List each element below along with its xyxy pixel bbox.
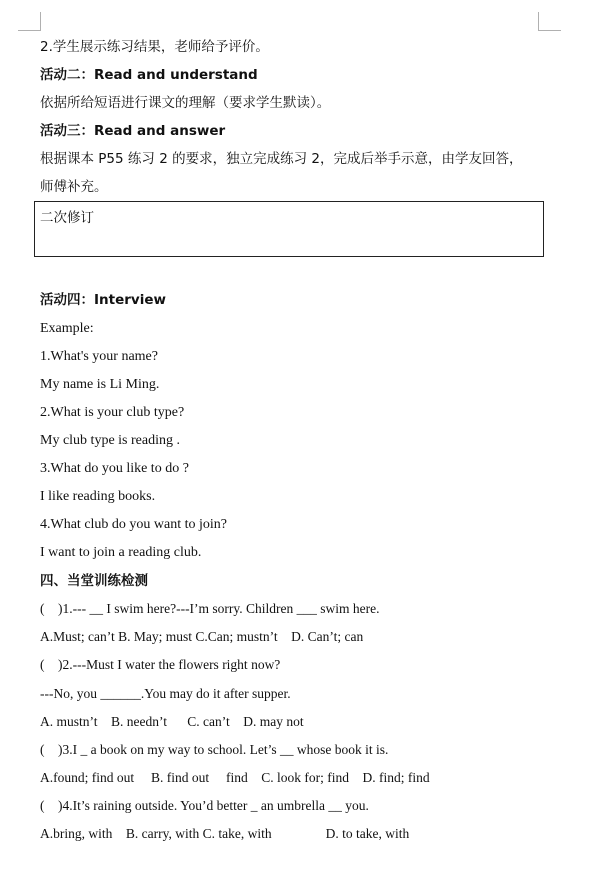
interview-question-4: 4.What club do you want to join? xyxy=(40,517,228,532)
activity-3-heading: 活动三：Read and answer xyxy=(40,123,226,139)
interview-answer-2: My club type is reading . xyxy=(40,433,180,448)
page-corner-mark-top-right xyxy=(538,12,561,31)
interview-answer-1: My name is Li Ming. xyxy=(40,377,160,392)
exercise-2-dialogue: ---No, you ______.You may do it after supper. xyxy=(40,686,291,701)
exercise-3-question: ( )3.I _ a book on my way to school. Let’s __ whose book it is. xyxy=(40,742,389,757)
interview-question-3: 3.What do you like to do ? xyxy=(40,461,189,476)
exercise-4-question: ( )4.It’s raining outside. You’d better _ an umbrella __ you. xyxy=(40,798,369,813)
page-corner-mark-top-left xyxy=(18,12,41,31)
interview-question-1: 1.What's your name? xyxy=(40,349,158,364)
interview-question-2: 2.What is your club type? xyxy=(40,405,185,420)
exercise-1-options: A.Must; can’t B. May; must C.Can; mustn’t D. Can’t; can xyxy=(40,629,364,644)
exercise-1-question: ( )1.--- __ I swim here?---I’m sorry. Children ___ swim here. xyxy=(40,601,380,616)
activity-4-heading: 活动四：Interview xyxy=(40,292,166,308)
exercise-3-options: A.found; find out B. find out find C. look for; find D. find; find xyxy=(40,770,430,785)
activity-3-instruction-line-1: 根据课本 P55 练习 2 的要求，独立完成练习 2，完成后举手示意，由学友回答， xyxy=(40,151,523,167)
activity-3-instruction-line-2: 师傅补充。 xyxy=(40,179,108,195)
interview-answer-3: I like reading books. xyxy=(40,489,156,504)
second-revision-label: 二次修订 xyxy=(40,210,94,226)
activity-2-instruction: 依据所给短语进行课文的理解（要求学生默读）。 xyxy=(40,95,331,111)
exercise-2-question: ( )2.---Must I water the flowers right now? xyxy=(40,657,281,672)
exercise-4-options: A.bring, with B. carry, with C. take, with D. to take, with xyxy=(40,826,410,841)
step-2-text: 2.学生展示练习结果，老师给予评价。 xyxy=(40,39,269,55)
section-4-heading: 四、当堂训练检测 xyxy=(40,573,148,589)
interview-answer-4: I want to join a reading club. xyxy=(40,545,202,560)
example-label: Example: xyxy=(40,321,94,336)
exercise-2-options: A. mustn’t B. needn’t C. can’t D. may not xyxy=(40,714,304,729)
activity-2-heading: 活动二：Read and understand xyxy=(40,67,258,83)
second-revision-box xyxy=(34,201,544,257)
